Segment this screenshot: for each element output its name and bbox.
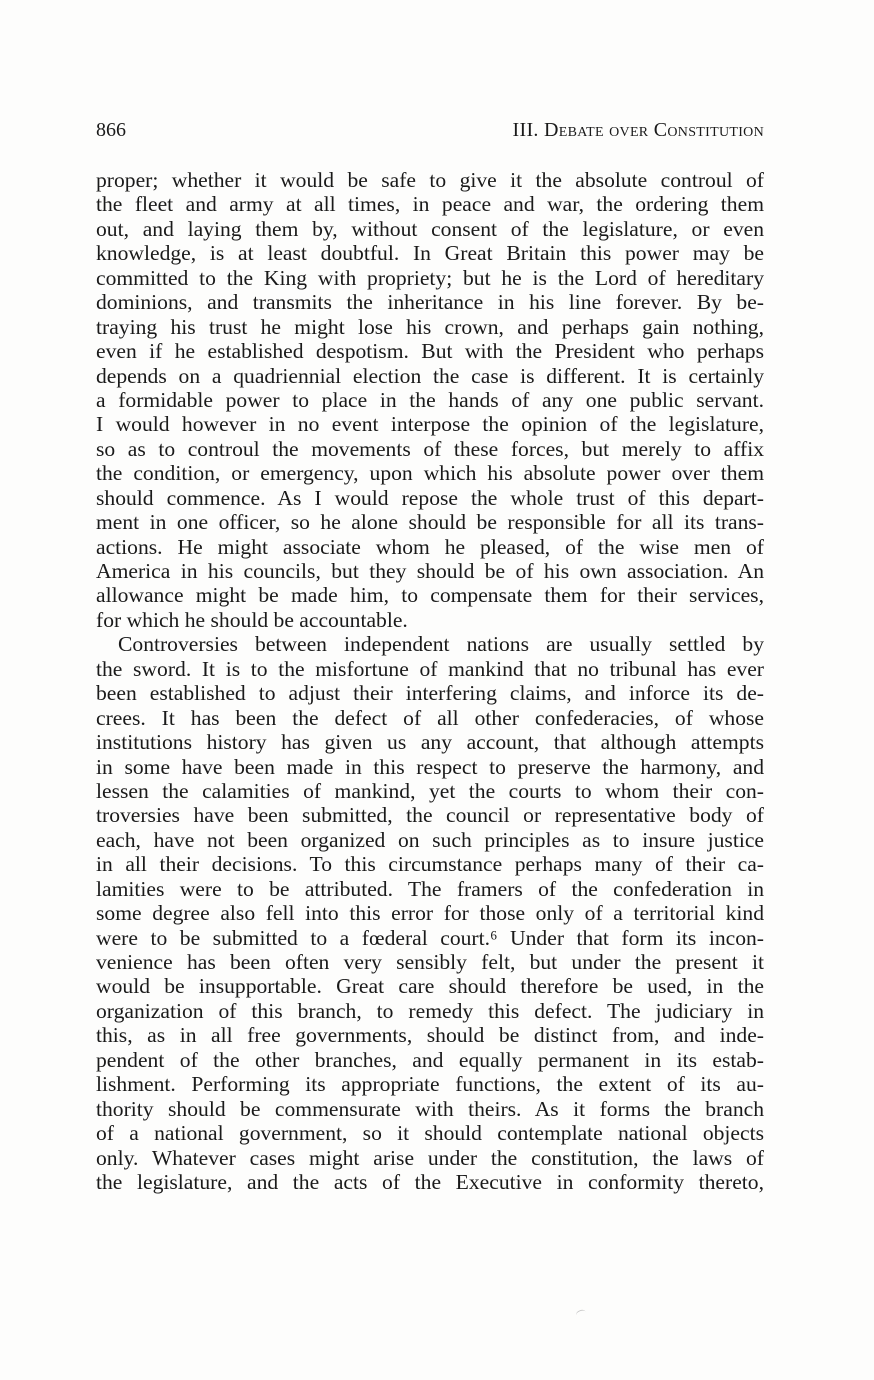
text-line: troversies have been submitted, the council or representative body of	[96, 803, 764, 828]
text-line: venience has been often very sensibly felt, but under the present it	[96, 950, 764, 974]
text-line: dominions, and transmits the inheritance in his line forever. By be-	[96, 290, 764, 315]
text-line: this, as in all free governments, should be distinct from, and inde-	[96, 1023, 764, 1048]
text-line: the legislature, and the acts of the Executive in conformity thereto,	[96, 1169, 764, 1194]
text-line: thority should be commensurate with theirs. As it forms the branch	[96, 1096, 764, 1121]
text-line: pendent of the other branches, and equally permanent in its estab-	[96, 1047, 764, 1072]
text-line: institutions history has given us any account, that although attempts	[96, 730, 764, 755]
text-line: lamities were to be attributed. The framers of the confederation in	[96, 876, 764, 901]
paper-mark	[575, 1309, 587, 1319]
text-line: been established to adjust their interfering claims, and inforce its de-	[96, 681, 764, 706]
text-line: the fleet and army at all times, in peace and war, the ordering them	[96, 192, 764, 217]
text-line: in all their decisions. To this circumstance perhaps many of their ca-	[96, 852, 764, 877]
text-line: of a national government, so it should contemplate national objects	[96, 1121, 764, 1146]
text-line: in some have been made in this respect to preserve the harmony, and	[96, 754, 764, 779]
text-line: would be insupportable. Great care should therefore be used, in the	[96, 974, 764, 999]
text-line: allowance might be made him, to compensate them for their services,	[96, 583, 764, 608]
text-line: actions. He might associate whom he pleased, of the wise men of	[96, 534, 764, 559]
text-line: should commence. As I would repose the whole trust of this depart-	[96, 485, 764, 510]
text-line: a formidable power to place in the hands of any one public servant.	[96, 387, 764, 412]
paragraph	[96, 168, 764, 632]
text-line: committed to the King with propriety; but he is the Lord of hereditary	[96, 265, 764, 290]
text-line: Controversies between independent nations are usually settled by	[118, 632, 764, 657]
text-line: out, and laying them by, without consent of the legislature, or even	[96, 216, 764, 241]
text-line: the condition, or emergency, upon which his absolute power over them	[96, 461, 764, 486]
text-line: knowledge, is at least doubtful. In Great Britain this power may be	[96, 241, 764, 266]
text-line: traying his trust he might lose his crown, and perhaps gain nothing,	[96, 314, 764, 339]
text-line: were to be submitted to a fœderal court.⁶ Under that form its incon-	[96, 925, 764, 950]
text-line: proper; whether it would be safe to give it the absolute controul of	[96, 168, 764, 192]
section-title: III. Debate over Constitution	[512, 119, 764, 141]
page-number: 866	[96, 119, 126, 141]
paragraph	[96, 632, 764, 1194]
body-text	[96, 168, 764, 1194]
text-line: organization of this branch, to remedy this defect. The judiciary in	[96, 998, 764, 1023]
text-line: ment in one officer, so he alone should be responsible for all its trans-	[96, 510, 764, 535]
text-line: for which he should be accountable.	[96, 607, 408, 632]
text-line: crees. It has been the defect of all other confederacies, of whose	[96, 705, 764, 730]
text-line: lessen the calamities of mankind, yet the courts to whom their con-	[96, 778, 764, 803]
text-line: I would however in no event interpose the opinion of the legislature,	[96, 412, 764, 437]
text-line: each, have not been organized on such principles as to insure justice	[96, 827, 764, 852]
text-line: America in his councils, but they should be of his own association. An	[96, 559, 764, 583]
text-line: lishment. Performing its appropriate functions, the extent of its au-	[96, 1072, 764, 1097]
text-line: only. Whatever cases might arise under the constitution, the laws of	[96, 1145, 764, 1170]
text-line: even if he established despotism. But with the President who perhaps	[96, 339, 764, 364]
text-line: the sword. It is to the misfortune of mankind that no tribunal has ever	[96, 656, 764, 681]
running-head	[96, 116, 764, 144]
text-line: some degree also fell into this error for those only of a territorial kind	[96, 901, 764, 926]
text-line: depends on a quadriennial election the case is different. It is certainly	[96, 363, 764, 388]
text-line: so as to controul the movements of these forces, but merely to affix	[96, 436, 764, 461]
